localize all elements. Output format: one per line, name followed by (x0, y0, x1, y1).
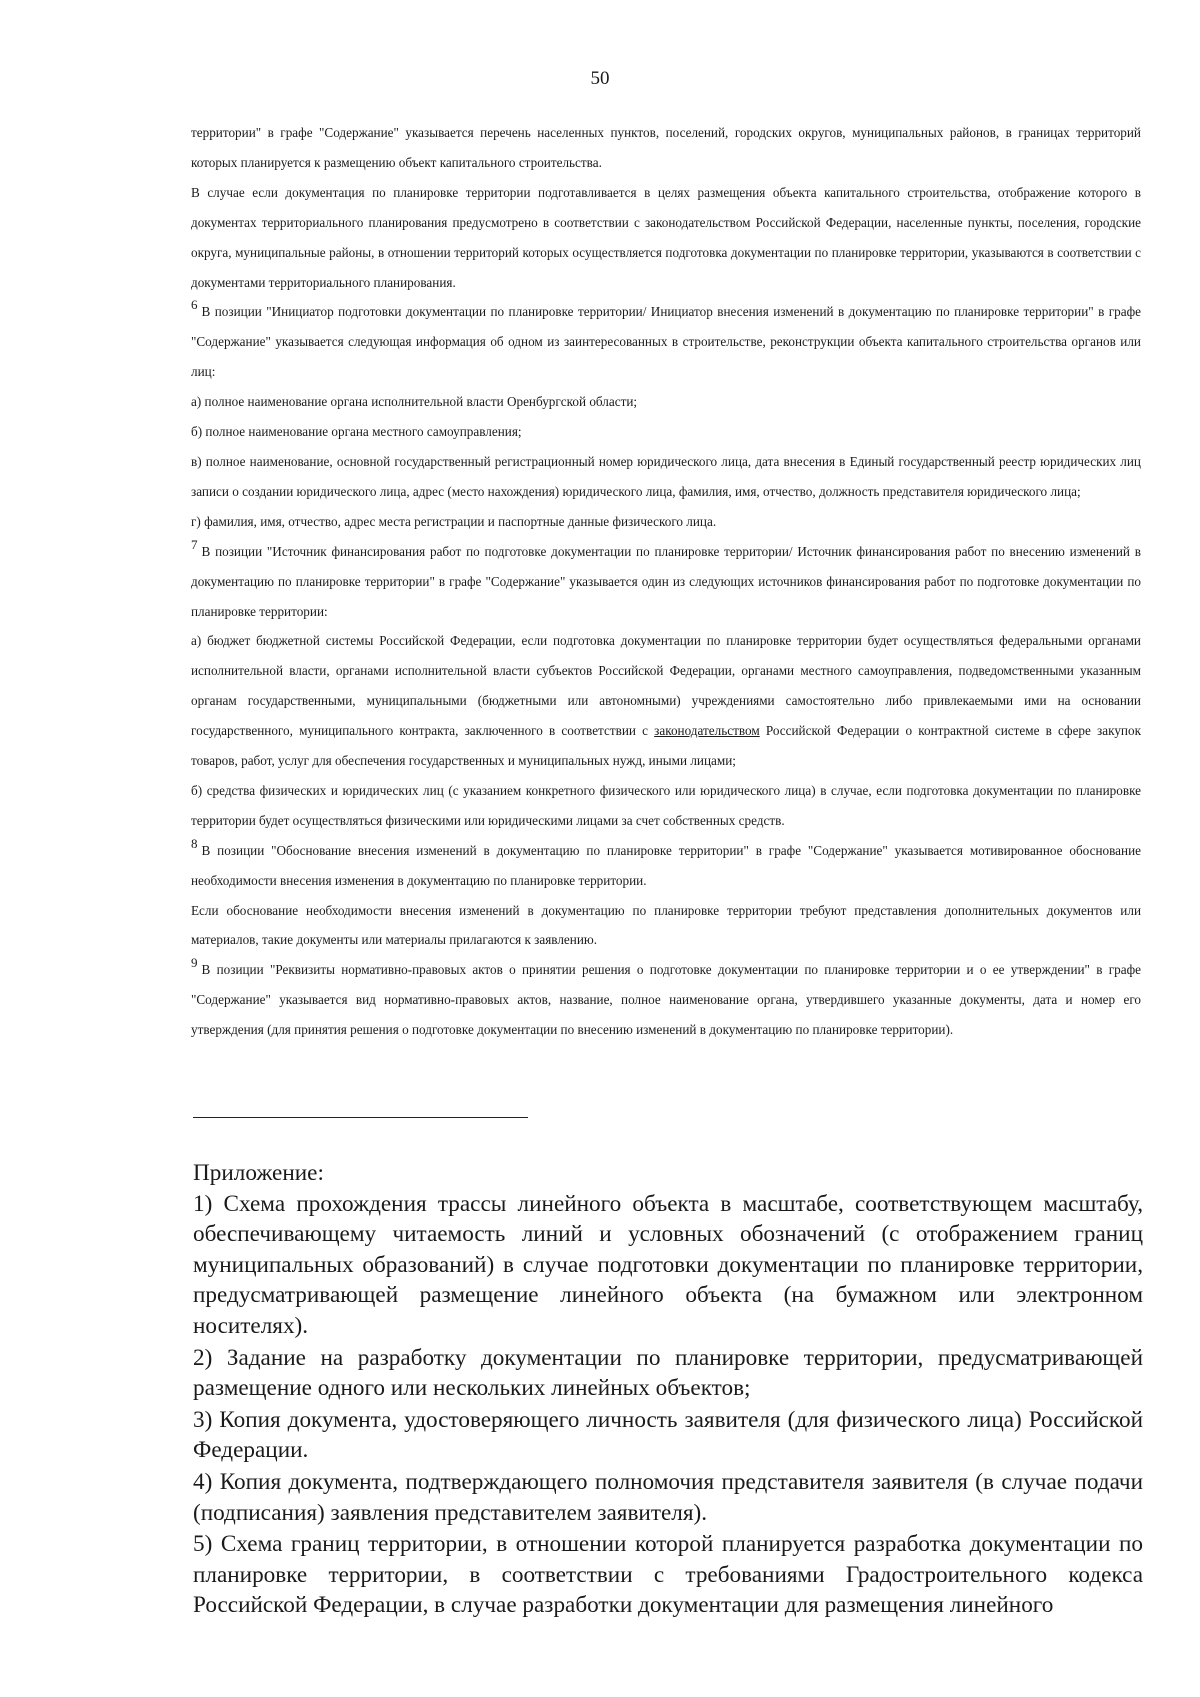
footnote-number: 7 (191, 536, 198, 552)
footnote-list-item: б) полное наименование органа местного самоуправления; (191, 424, 522, 440)
footnote-separator (193, 1117, 528, 1118)
appendix-item: 5) Схема границ территории, в отношении которой планируется разработка документации по планировке территории, в соответствии с требованиями Градостроительного кодекса Российской Федерации, в случае разработки документации для размещения линейного (193, 1531, 1143, 1619)
footnote-text: В позиции "Инициатор подготовки документации по планировке территории/ Инициатор внесения изменений в документацию по планировке территории" в графе "Содержание" указывается следующая информация об одном из заинтересованных в строительстве, реконструкции объекта капитального строительства органов или лиц: (191, 304, 1141, 380)
appendix-item: 1) Схема прохождения трассы линейного объекта в масштабе, соответствующем масштабу, обеспечивающему читаемость линий и условных обозначений (с отображением границ муниципальных образований) в случае подготовки документации по планировке территории, предусматривающей размещение линейного объекта (на бумажном или электронном носителях). (193, 1190, 1143, 1339)
page-number: 50 (590, 68, 610, 89)
footnotes-section (191, 118, 1141, 1045)
footnote-text: а) бюджет бюджетной системы Российской Федерации, если подготовка документации по планировке территории будет осуществляться федеральными органами исполнительной власти, органами исполнительной власти субъектов Российской Федерации, органами местного самоуправления, подведомственными указанным органам государственными, муниципальными (бюджетными или автономными) учреждениями самостоятельно либо привлекаемыми ими на основании государственного, муниципального контракта, заключенного в соответствии с (191, 633, 1141, 739)
legislation-link[interactable]: законодательством (654, 723, 760, 739)
footnote-text: В позиции "Источник финансирования работ по подготовке документации по планировке территории/ Источник финансирования работ по внесению изменений в документацию по планировке территории" в графе "Содержание" указывается один из следующих источников финансирования работ по подготовке документации по планировке территории: (191, 543, 1141, 619)
footnote-list-item (191, 626, 1141, 776)
footnote-8 (191, 836, 1141, 896)
footnote-7 (191, 537, 1141, 627)
footnote-list-item: в) полное наименование, основной государственный регистрационный номер юридического лица, дата внесения в Единый государственный реестр юридических лиц записи о создании юридического лица, адрес (место нахождения) юридического лица, фамилия, имя, отчество, должность представителя юридического лица; (191, 453, 1141, 499)
footnote-text: Российской Федерации о контрактной системе в сфере закупок товаров, работ, услуг для обеспечения государственных и муниципальных нужд, иными лицами; (191, 723, 1141, 769)
footnote-text: В позиции "Реквизиты нормативно-правовых актов о принятии решения о подготовке документации по планировке территории и о ее утверждении" в графе "Содержание" указывается вид нормативно-правовых актов, название, полное наименование органа, утвердившего указанные документы, дата и номер его утверждения (для принятия решения о подготовке документации по внесению изменений в документацию по планировке территории). (191, 962, 1141, 1038)
footnote-list-item: б) средства физических и юридических лиц (с указанием конкретного физического или юридического лица) в случае, если подготовка документации по планировке территории будет осуществляться физическими или юридическими лицами за счет собственных средств. (191, 782, 1141, 828)
footnote-intro-text: В случае если документация по планировке территории подготавливается в целях размещения объекта капитального строительства, отображение которого в документах территориального планирования предусмотрено в соответствии с законодательством Российской Федерации, населенные пункты, поселения, городские округа, муниципальные районы, в отношении территорий которых осуществляется подготовка документации по планировке территории, указываются в соответствии с документами территориального планирования. (191, 184, 1141, 290)
appendix-item: 2) Задание на разработку документации по планировке территории, предусматривающей размещение одного или нескольких линейных объектов; (193, 1344, 1143, 1402)
footnote-list-item: а) полное наименование органа исполнительной власти Оренбургской области; (191, 394, 638, 410)
appendix-item: 4) Копия документа, подтверждающего полномочия представителя заявителя (в случае подачи (подписания) заявления представителем заявителя). (193, 1468, 1143, 1526)
footnote-paragraph: Если обоснование необходимости внесения изменений в документацию по планировке территории требуют представления дополнительных документов или материалов, такие документы или материалы прилагаются к заявлению. (191, 902, 1141, 948)
appendix-section (193, 1158, 1143, 1622)
footnote-text: В позиции "Обоснование внесения изменений в документацию по планировке территории" в графе "Содержание" указывается мотивированное обоснование необходимости внесения изменения в документацию по планировке территории. (191, 842, 1141, 888)
footnote-9 (191, 955, 1141, 1045)
footnote-list-item: г) фамилия, имя, отчество, адрес места регистрации и паспортные данные физического лица. (191, 513, 717, 529)
footnote-number: 6 (191, 297, 198, 313)
footnote-intro-text: территории" в графе "Содержание" указывается перечень населенных пунктов, поселений, городских округов, муниципальных районов, в границах территорий которых планируется к размещению объект капитального строительства. (191, 125, 1141, 170)
footnote-number: 8 (191, 835, 198, 851)
footnote-number: 9 (191, 955, 198, 971)
appendix-heading: Приложение: (193, 1160, 324, 1186)
appendix-item: 3) Копия документа, удостоверяющего личность заявителя (для физического лица) Российской Федерации. (193, 1406, 1143, 1464)
footnote-6 (191, 297, 1141, 387)
